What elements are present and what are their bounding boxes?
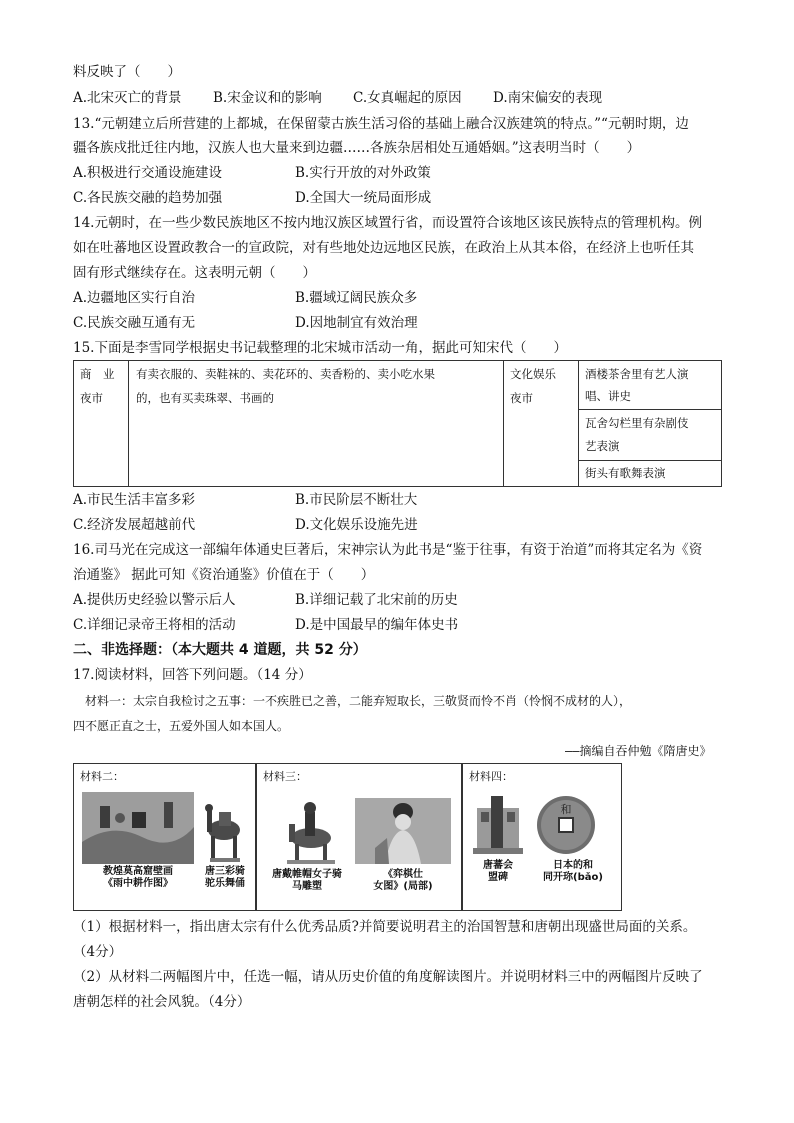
q17-sub1-line1: （1）根据材料一，指出唐太宗有什么优秀品质?并简要说明君主的治国智慧和唐朝出现盛世局面的关系。 — [73, 919, 697, 935]
coin-glyph: 和 — [560, 803, 572, 816]
material2-caption2: 唐三彩骑 驼乐舞俑 — [205, 866, 245, 889]
camel-figurine-image — [202, 796, 246, 864]
q13-option-c: C.各民族交融的趋势加强 — [73, 190, 223, 206]
material2-heading: 材料二： — [80, 770, 124, 783]
material4-caption1: 唐蕃会 盟碑 — [483, 860, 513, 883]
table-commerce-content-line1: 有卖衣服的、卖鞋袜的、卖花环的、卖香粉的、卖小吃水果 — [136, 367, 435, 381]
q15-option-d: D.文化娱乐设施先进 — [295, 517, 418, 533]
q13-stem-line1: 13.“元朝建立后所营建的上都城，在保留蒙古族生活习俗的基础上融合汉族建筑的特点。”“元朝时期，边 — [73, 116, 689, 132]
q16-option-d: D.是中国最早的编年体史书 — [295, 617, 459, 633]
material4-caption2: 日本的和 同开珎(bǎo) — [543, 860, 603, 883]
q12-tail: 料反映了（ ） — [73, 64, 181, 80]
q14-option-a: A.边疆地区实行自治 — [73, 290, 196, 306]
q15-option-c: C.经济发展超越前代 — [73, 517, 196, 533]
q14-option-c: C.民族交融互通有无 — [73, 315, 196, 331]
q14-stem-line3: 固有形式继续存在。这表明元朝（ ） — [73, 265, 316, 281]
horse-rider-image — [281, 794, 339, 866]
q16-stem-line2: 治通鉴》 据此可知《资治通鉴》价值在于（ ） — [73, 567, 375, 583]
q12-option-c: C.女真崛起的原因 — [353, 90, 462, 106]
q14-stem-line2: 如在吐蕃地区设置政教合一的宣政院，对有些地处边远地区民族，在政治上从其本俗，在经济上也听任其 — [73, 240, 694, 256]
q13-option-a: A.积极进行交通设施建设 — [73, 165, 223, 181]
q14-option-d: D.因地制宜有效治理 — [295, 315, 418, 331]
table-culture-item1-line1: 酒楼茶舍里有艺人演 — [585, 367, 689, 381]
q17-material1-line2: 四不愿正直之士，五爱外国人如本国人。 — [73, 719, 290, 733]
table-label-culture-line1: 文化娱乐 — [510, 367, 556, 381]
material3-caption2: 《弈棋仕 女图》(局部) — [373, 869, 433, 892]
q15-option-a: A.市民生活丰富多彩 — [73, 492, 196, 508]
q12-option-b: B.宋金议和的影响 — [213, 90, 322, 106]
table-culture-item3: 街头有歌舞表演 — [585, 466, 666, 480]
q12-option-a: A.北宋灭亡的背景 — [73, 90, 182, 106]
material3-heading: 材料三： — [263, 770, 307, 783]
table-label-commerce-line1: 商 业 — [80, 367, 115, 381]
table-label-culture-line2: 夜市 — [510, 391, 533, 405]
q17-sub2-line1: （2）从材料二两幅图片中，任选一幅，请从历史价值的角度解读图片。并说明材料三中的两幅图片反映了 — [73, 969, 703, 985]
stele-image — [473, 794, 523, 856]
q16-stem-line1: 16.司马光在完成这一部编年体通史巨著后，宋神宗认为此书是“鉴于往事，有资于治道”而将其定名为《资 — [73, 542, 703, 558]
q14-stem-line1: 14.元朝时，在一些少数民族地区不按内地汉族区域置行省，而设置符合该地区该民族特点的管理机构。例 — [73, 215, 702, 231]
q17-material1-line1: 材料一：太宗自我检讨之五事：一不疾胜已之善，二能弃短取长，三敬贤而怜不肖（怜悯不成材的人）， — [85, 694, 632, 708]
q13-stem-line2: 疆各族戍批迁往内地，汉族人也大量来到边疆……各族杂居相处互通婚姻。”这表明当时（ ） — [73, 140, 641, 156]
table-culture-item2-line1: 瓦舍勾栏里有杂剧伎 — [585, 416, 689, 430]
table-commerce-content-line2: 的，也有买卖珠翠、书画的 — [136, 391, 274, 405]
q16-option-b: B.详细记载了北宋前的历史 — [295, 592, 458, 608]
q15-stem: 15.下面是李雪同学根据史书记载整理的北宋城市活动一角，据此可知宋代（ ） — [73, 340, 567, 356]
q17-sub1-line2: （4分） — [73, 944, 123, 960]
q13-option-d: D.全国大一统局面形成 — [295, 190, 432, 206]
table-label-commerce-line2: 夜市 — [80, 391, 103, 405]
q17-material1-source: ——摘编自吞仲勉《隋唐史》 — [565, 744, 712, 758]
material3-box — [256, 763, 462, 911]
material3-caption1: 唐戴帷帽女子骑 马雕塑 — [272, 869, 342, 892]
material2-caption1: 教煌莫高窟壁画 《雨中耕作图》 — [103, 866, 173, 889]
q14-option-b: B.疆域辽阔民族众多 — [295, 290, 418, 306]
table-culture-item2-line2: 艺表演 — [585, 439, 620, 453]
chess-lady-painting-image — [355, 798, 451, 864]
q13-option-b: B.实行开放的对外政策 — [295, 165, 431, 181]
q16-option-a: A.提供历史经验以警示后人 — [73, 592, 236, 608]
coin-image — [535, 794, 597, 856]
q17-stem: 17.阅读材料，回答下列问题。（14 分） — [73, 667, 312, 683]
mural-image — [82, 792, 194, 864]
section-2-title: 二、非选择题：（本大题共 4 道题，共 52 分） — [73, 642, 367, 658]
q15-option-b: B.市民阶层不断壮大 — [295, 492, 418, 508]
q12-option-d: D.南宋偏安的表现 — [493, 90, 603, 106]
material4-heading: 材料四： — [469, 770, 513, 783]
material2-box — [73, 763, 256, 911]
table-culture-item1-line2: 唱、讲史 — [585, 389, 631, 403]
q16-option-c: C.详细记录帝王将相的活动 — [73, 617, 236, 633]
material4-box — [462, 763, 622, 911]
q17-sub2-line2: 唐朝怎样的社会风貌。（4分） — [73, 994, 251, 1010]
